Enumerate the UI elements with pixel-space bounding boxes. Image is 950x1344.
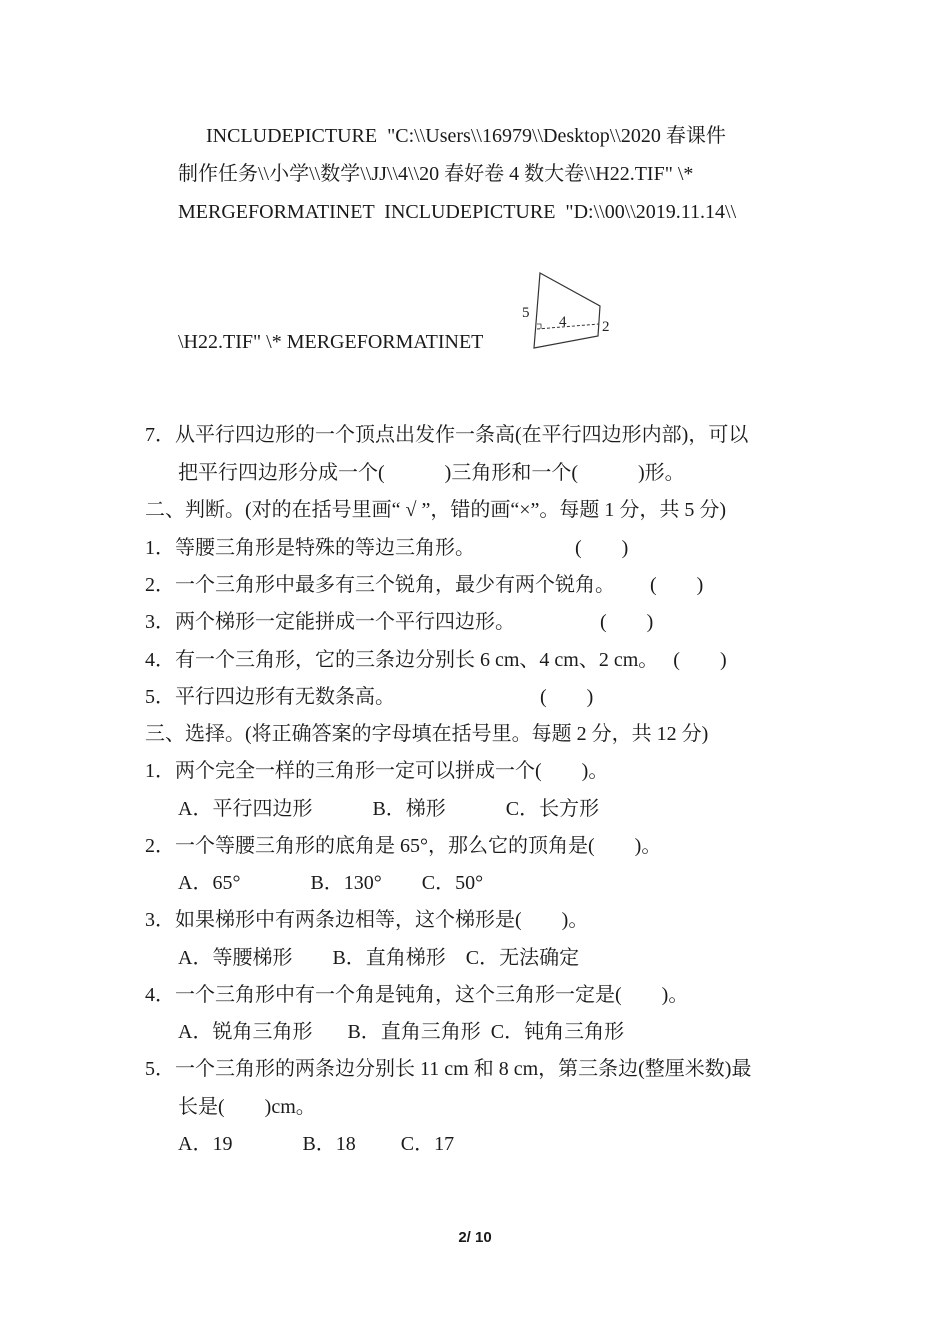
judge-item-3: 3．两个梯形一定能拼成一个平行四边形。 ( ) [145,611,654,633]
q7-line-2: 把平行四边形分成一个( )三角形和一个( )形。 [178,462,685,484]
choice-q5-options: A．19 B．18 C．17 [178,1133,455,1155]
judge-item-4: 4．有一个三角形，它的三条边分别长 6 cm、4 cm、2 cm。 ( ) [145,649,727,671]
q7-line-1: 7．从平行四边形的一个顶点出发作一条高(在平行四边形内部)，可以 [145,424,749,446]
choice-q2: 2．一个等腰三角形的底角是 65°，那么它的顶角是( )。 [145,835,662,857]
trapezoid-shape [534,273,600,348]
judge-item-5: 5．平行四边形有无数条高。 ( ) [145,686,594,708]
choice-q1: 1．两个完全一样的三角形一定可以拼成一个( )。 [145,760,609,782]
judge-item-1: 1．等腰三角形是特殊的等边三角形。 ( ) [145,537,629,559]
height-dashed-line [537,324,599,329]
figure-label-middle: 4 [559,314,567,330]
choice-q3: 3．如果梯形中有两条边相等，这个梯形是( )。 [145,909,589,931]
choice-q2-options: A．65° B．130° C．50° [178,872,484,894]
choice-q4: 4．一个三角形中有一个角是钝角，这个三角形一定是( )。 [145,984,689,1006]
include-field-line-3: MERGEFORMATINET INCLUDEPICTURE "D:\\00\\2019.11.14\\ [178,201,737,223]
choice-q4-options: A．锐角三角形 B．直角三角形 C．钝角三角形 [178,1021,625,1043]
trapezoid-figure [520,268,620,352]
choice-q5-line-2: 长是( )cm。 [178,1096,316,1118]
include-field-line-1: INCLUDEPICTURE "C:\\Users\\16979\\Desktop\\2020 春课件 [206,125,726,147]
judge-item-2: 2．一个三角形中最多有三个锐角，最少有两个锐角。 ( ) [145,574,704,596]
figure-label-left: 5 [522,305,530,321]
figure-label-right: 2 [602,319,610,335]
choice-q5-line-1: 5．一个三角形的两条边分别长 11 cm 和 8 cm，第三条边(整厘米数)最 [145,1058,752,1080]
include-field-line-2: 制作任务\\小学\\数学\\JJ\\4\\20 春好卷 4 数大卷\\H22.TIF" \* [178,163,694,185]
page-number: 2/ 10 [458,1229,492,1246]
choice-q1-options: A．平行四边形 B．梯形 C．长方形 [178,798,600,820]
section3-title: 三、选择。(将正确答案的字母填在括号里。每题 2 分，共 12 分) [145,723,709,745]
section2-title: 二、判断。(对的在括号里画“ √ ”，错的画“×”。每题 1 分，共 5 分) [145,499,727,521]
choice-q3-options: A．等腰梯形 B．直角梯形 C．无法确定 [178,947,580,969]
right-angle-mark [537,324,541,329]
include-field-line-4: \H22.TIF" \* MERGEFORMATINET [178,331,484,353]
